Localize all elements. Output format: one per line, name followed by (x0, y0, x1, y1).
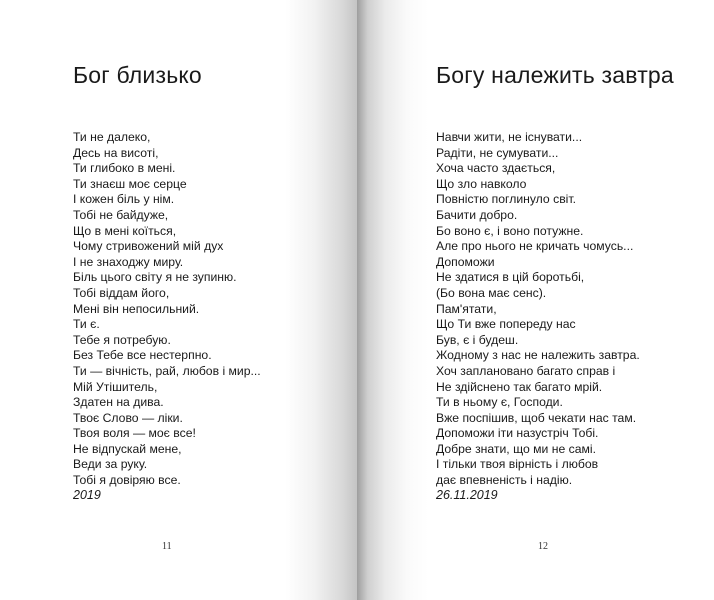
right-page (357, 0, 714, 600)
verse-line: Ти глибоко в мені. (73, 161, 176, 176)
verse-line: Але про нього не кричать чомусь... (436, 239, 634, 254)
verse-line: Тобі віддам його, (73, 285, 170, 300)
verse-line: Радіти, не сумувати... (436, 145, 559, 160)
verse-line: дає впевненість і надію. (436, 473, 573, 488)
verse-line: Бачити добро. (436, 207, 518, 222)
verse-line: Ти є. (73, 317, 100, 332)
verse-line: Хоча часто здається, (436, 161, 556, 176)
verse-line: Веди за руку. (73, 457, 148, 472)
poem-title: Бог близько (73, 62, 202, 88)
verse-line: Що в мені коїться, (73, 223, 177, 238)
verse-line: Твоя воля — моє все! (73, 426, 196, 441)
poem-verses (73, 130, 261, 489)
poem-title: Богу належить завтра (436, 62, 674, 88)
verse-line: Ти в ньому є, Господи. (436, 395, 563, 410)
verse-line: Без Тебе все нестерпно. (73, 348, 212, 363)
verse-line: Десь на висоті, (73, 145, 159, 160)
verse-line: Допоможи (436, 254, 495, 269)
verse-line: Бо воно є, і воно потужне. (436, 223, 584, 238)
verse-line: Був, є і будеш. (436, 332, 519, 347)
verse-line: Що Ти вже попереду нас (436, 317, 576, 332)
poem-verses (436, 130, 640, 489)
verse-line: Тобі не байдуже, (73, 207, 169, 222)
verse-line: Мені він непосильний. (73, 301, 200, 316)
verse-line: Ти — вічність, рай, любов і мир... (73, 363, 261, 378)
page-number: 12 (538, 541, 548, 552)
page-number: 11 (162, 541, 172, 552)
verse-line: Ти не далеко, (73, 130, 151, 144)
verse-line: Навчи жити, не існувати... (436, 130, 583, 144)
verse-line: Що зло навколо (436, 176, 527, 191)
verse-line: Повністю поглинуло світ. (436, 192, 576, 207)
verse-line: Пам'ятати, (436, 301, 497, 316)
verse-line: Біль цього світу я не зупиню. (73, 270, 237, 285)
verse-line: Добре знати, що ми не самі. (436, 441, 596, 456)
poem-date: 2019 (73, 488, 101, 502)
verse-line: І не знаходжу миру. (73, 254, 184, 269)
verse-line: (Бо вона має сенс). (436, 285, 547, 300)
verse-line: Тобі я довіряю все. (73, 473, 181, 488)
verse-line: Вже поспішив, щоб чекати нас там. (436, 410, 637, 425)
verse-line: Хоч заплановано багато справ і (436, 363, 616, 378)
verse-line: І тільки твоя вірність і любов (436, 457, 599, 472)
verse-line: Здатен на дива. (73, 395, 164, 410)
verse-line: Чому стривожений мій дух (73, 239, 224, 254)
verse-line: Допоможи іти назустріч Тобі. (436, 426, 599, 441)
verse-line: Ти знаєш моє серце (73, 176, 187, 191)
verse-line: Твоє Слово — ліки. (73, 410, 183, 425)
verse-line: Не здатися в цій боротьбі, (436, 270, 585, 285)
verse-line: Жодному з нас не належить завтра. (436, 348, 640, 363)
verse-line: Мій Утішитель, (73, 379, 158, 394)
verse-line: Не здійснено так багато мрій. (436, 379, 603, 394)
poem-date: 26.11.2019 (436, 488, 498, 502)
verse-line: Тебе я потребую. (73, 332, 171, 347)
verse-line: Не відпускай мене, (73, 441, 182, 456)
verse-line: І кожен біль у нім. (73, 192, 175, 207)
